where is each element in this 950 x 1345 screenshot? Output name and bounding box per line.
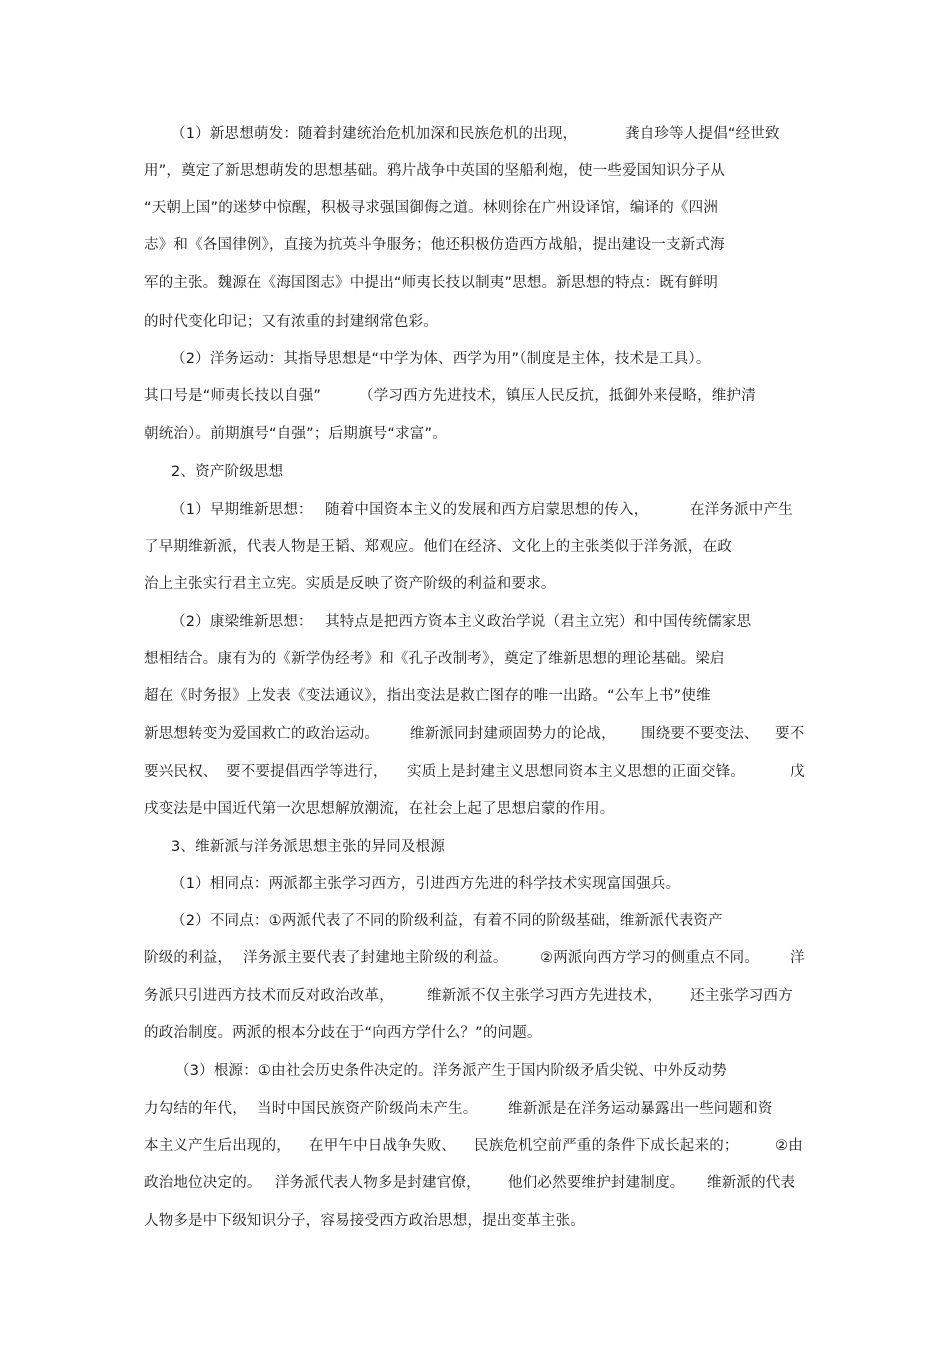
paragraph-roots-line-2a: 力勾结的年代， xyxy=(144,1101,247,1117)
paragraph-westernization-line-1: （2）洋务运动：其指导思想是“中学为体、西学为用”（制度是主体，技术是工具）。 xyxy=(171,351,711,367)
paragraph-differences-line-4: 的政治制度。两派的根本分歧在于“向西方学什么？”的问题。 xyxy=(144,1025,542,1041)
paragraph-early-reform-line-2: 了早期维新派，代表人物是王韬、郑观应。他们在经济、文化上的主张类似于洋务派，在政 xyxy=(144,539,732,555)
paragraph-differences-line-1: （2）不同点：①两派代表了不同的阶级利益，有着不同的阶级基础，维新派代表资产 xyxy=(171,913,723,929)
paragraph-kang-liang-line-1b: 其特点是把西方资本主义政治学说（君主立宪）和中国传统儒家思 xyxy=(325,614,752,630)
paragraph-roots-line-5: 人物多是中下级知识分子，容易接受西方政治思想，提出变革主张。 xyxy=(144,1213,585,1229)
paragraph-roots-line-3b: 在甲午中日战争失败、 xyxy=(309,1138,456,1154)
paragraph-differences-line-2c: ②两派向西方学习的侧重点不同。 xyxy=(540,950,759,966)
paragraph-differences-line-2d: 洋 xyxy=(790,950,805,966)
paragraph-kang-liang-line-4c: 围绕要不要变法、 xyxy=(641,726,759,742)
paragraph-kang-liang-line-5a: 要兴民权、 xyxy=(144,764,218,780)
paragraph-roots-line-4c: 他们必然要维护封建制度。 xyxy=(508,1175,685,1191)
paragraph-kang-liang-line-5d: 戊 xyxy=(790,764,805,780)
paragraph-similarities-line-1: （1）相同点：两派都主张学习西方，引进西方先进的科学技术实现富国强兵。 xyxy=(171,876,681,892)
paragraph-differences-line-3c: 还主张学习西方 xyxy=(690,988,793,1004)
paragraph-kang-liang-line-5c: 实质上是封建主义思想同资本主义思想的正面交锋。 xyxy=(407,764,746,780)
paragraph-roots-line-3c: 民族危机空前严重的条件下成长起来的； xyxy=(474,1138,739,1154)
paragraph-new-thought-line-1a: （1）新思想萌发：随着封建统治危机加深和民族危机的出现， xyxy=(171,126,578,142)
paragraph-new-thought-line-4: 志》和《各国律例》，直接为抗英斗争服务；他还积极仿造西方战船，提出建设一支新式海 xyxy=(144,237,725,253)
paragraph-new-thought-line-5: 军的主张。魏源在《海国图志》中提出“师夷长技以制夷”思想。新思想的特点：既有鲜明 xyxy=(144,275,719,291)
paragraph-differences-line-3b: 维新派不仅主张学习西方先进技术， xyxy=(427,988,663,1004)
paragraph-kang-liang-line-4a: 新思想转变为爱国救亡的政治运动。 xyxy=(144,726,380,742)
paragraph-westernization-line-3: 朝统治）。前期旗号“自强”；后期旗号“求富”。 xyxy=(144,426,447,442)
section-heading-bourgeois-thought: 2、资产阶级思想 xyxy=(171,464,284,480)
paragraph-roots-line-2c: 维新派是在洋务运动暴露出一些问题和资 xyxy=(508,1101,773,1117)
paragraph-roots-line-4a: 政治地位决定的。 xyxy=(144,1175,262,1191)
paragraph-roots-line-1: （3）根源：①由社会历史条件决定的。洋务派产生于国内阶级矛盾尖锐、中外反动势 xyxy=(175,1063,727,1079)
paragraph-early-reform-line-1b: 随着中国资本主义的发展和西方启蒙思想的传入， xyxy=(325,502,649,518)
paragraph-new-thought-line-2: 用”，奠定了新思想萌发的思想基础。鸦片战争中英国的坚船利炮，使一些爱国知识分子从 xyxy=(144,163,726,179)
paragraph-early-reform-line-3: 治上主张实行君主立宪。实质是反映了资产阶级的利益和要求。 xyxy=(144,576,556,592)
paragraph-differences-line-2a: 阶级的利益， xyxy=(144,950,233,966)
paragraph-kang-liang-line-1a: （2）康梁维新思想： xyxy=(171,614,313,630)
paragraph-differences-line-3a: 务派只引进西方技术而反对政治改革， xyxy=(144,988,394,1004)
paragraph-roots-line-4b: 洋务派代表人物多是封建官僚， xyxy=(275,1175,481,1191)
paragraph-kang-liang-line-5b: 要不要提倡西学等进行， xyxy=(226,764,388,780)
paragraph-kang-liang-line-6: 戌变法是中国近代第一次思想解放潮流，在社会上起了思想启蒙的作用。 xyxy=(144,801,615,817)
paragraph-early-reform-line-1c: 在洋务派中产生 xyxy=(690,502,793,518)
paragraph-kang-liang-line-4b: 维新派同封建顽固势力的论战， xyxy=(410,726,616,742)
paragraph-roots-line-2b: 当时中国民族资产阶级尚未产生。 xyxy=(257,1101,478,1117)
paragraph-westernization-line-2a: 其口号是“师夷长技以自强” xyxy=(144,388,322,404)
paragraph-kang-liang-line-2: 想相结合。康有为的《新学伪经考》和《孔子改制考》，奠定了维新思想的理论基础。梁启 xyxy=(144,651,725,667)
section-heading-comparison: 3、维新派与洋务派思想主张的异同及根源 xyxy=(171,839,446,855)
paragraph-roots-line-3a: 本主义产生后出现的， xyxy=(144,1138,291,1154)
paragraph-kang-liang-line-3: 超在《时务报》上发表《变法通议》，指出变法是救亡图存的唯一出路。“公车上书”使维 xyxy=(144,688,711,704)
paragraph-early-reform-line-1a: （1）早期维新思想： xyxy=(171,502,313,518)
paragraph-kang-liang-line-4d: 要不 xyxy=(775,726,805,742)
paragraph-differences-line-2b: 洋务派主要代表了封建地主阶级的利益。 xyxy=(243,950,508,966)
paragraph-new-thought-line-3: “天朝上国”的迷梦中惊醒，积极寻求强国御侮之道。林则徐在广州设译馆，编译的《四洲 xyxy=(144,200,719,216)
paragraph-westernization-line-2b: （学习西方先进技术，镇压人民反抗，抵御外来侵略，维护清 xyxy=(359,388,756,404)
paragraph-roots-line-3d: ②由 xyxy=(775,1138,803,1154)
paragraph-new-thought-line-1b: 龚自珍等人提倡“经世致 xyxy=(625,126,780,142)
paragraph-roots-line-4d: 维新派的代表 xyxy=(707,1175,796,1191)
paragraph-new-thought-line-6: 的时代变化印记；又有浓重的封建纲常色彩。 xyxy=(144,314,438,330)
